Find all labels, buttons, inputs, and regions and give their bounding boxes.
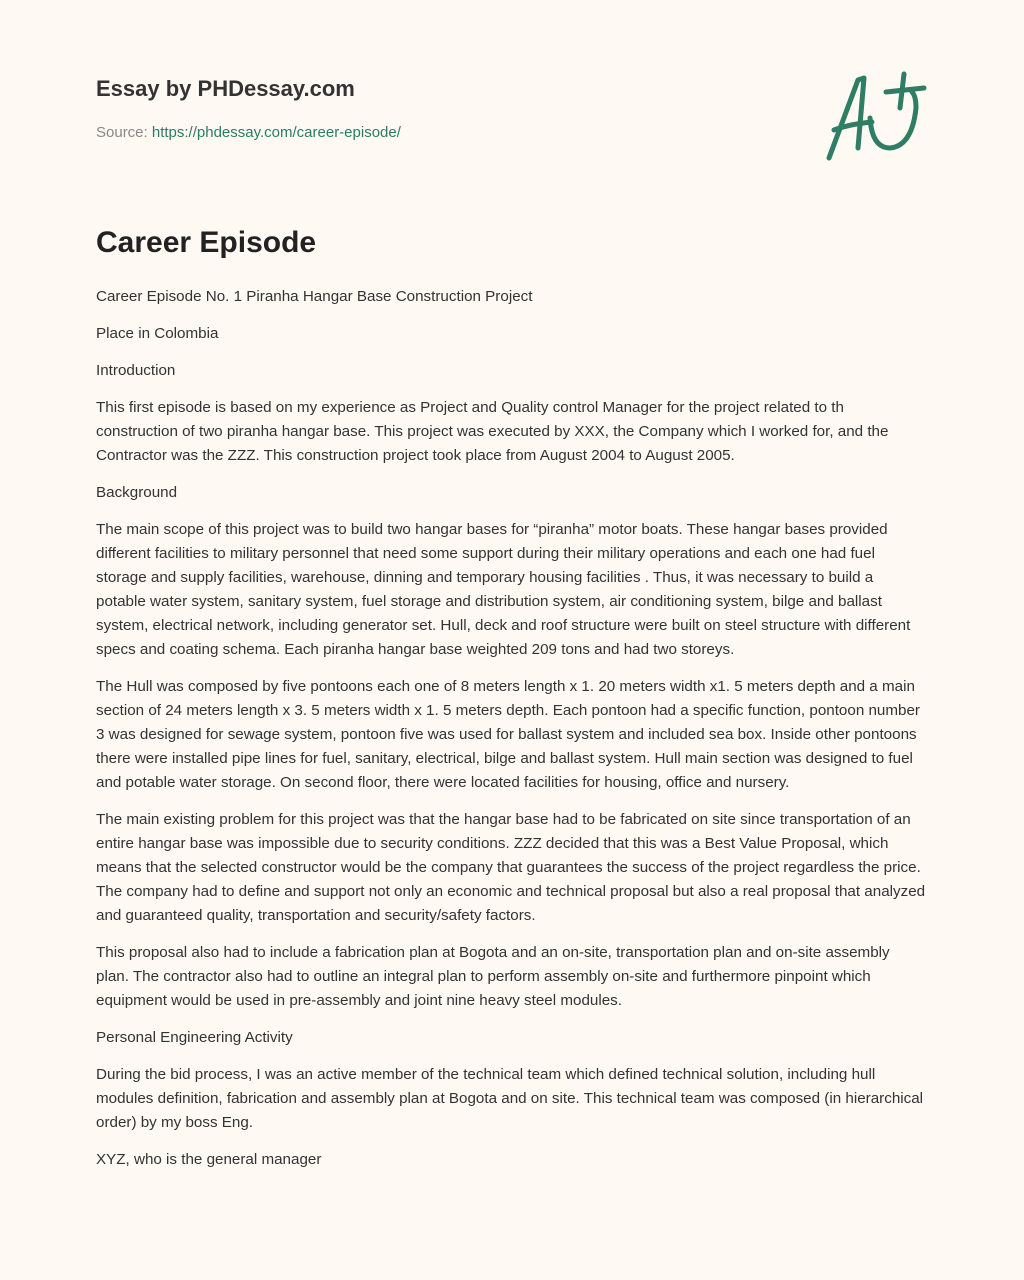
paragraph: The main scope of this project was to build two hangar bases for “piranha” motor boats. These hangar bases provided different facilities to military personnel that need some support during their military operations and each one had fuel storage and supply facilities, warehouse, dinning and temporary housing facilities . Thus, it was necessary to build a potable water system, sanitary system, fuel storage and distribution system, air conditioning system, bilge and ballast system, electrical network, including generator set. Hull, deck and roof structure were built on steel structure with different specs and coating schema. Each piranha hangar base weighted 209 tons and had two storeys.	[96, 521, 911, 658]
section-heading: Personal Engineering Activity	[96, 1029, 293, 1046]
paragraph: During the bid process, I was an active member of the technical team which defined technical solution, including hull modules definition, fabrication and assembly plan at Bogota and on site. This technical team was composed (in hierarchical order) by my boss Eng.	[96, 1066, 924, 1131]
source-line	[96, 124, 401, 141]
paragraph: The Hull was composed by five pontoons each one of 8 meters length x 1. 20 meters width x1. 5 meters depth and a main section of 24 meters length x 3. 5 meters width x 1. 5 meters depth. Each pontoon had a specific function, pontoon number 3 was designed for sewage system, pontoon five was used for ballast system and included sea box. Inside other pontoons there were installed pipe lines for fuel, sanitary, electrical, bilge and ballast system. Hull main section was designed to fuel and potable water storage. On second floor, there were located facilities for housing, office and nursery.	[96, 678, 920, 791]
paragraph: Place in Colombia	[96, 325, 219, 342]
paragraph: The main existing problem for this project was that the hangar base had to be fabricated on site since transportation of an entire hangar base was impossible due to security conditions. ZZZ decided that this was a Best Value Proposal, which means that the selected constructor would be the company that guarantees the success of the project regardless the price. The company had to define and support not only an economic and technical proposal but also a real proposal that analyzed and guaranteed quality, transportation and security/safety factors.	[96, 811, 926, 924]
site-title: Essay by PHDessay.com	[96, 76, 355, 101]
paragraph: XYZ, who is the general manager	[96, 1151, 322, 1168]
source-link[interactable]: https://phdessay.com/career-episode/	[151, 124, 401, 141]
article-body	[96, 285, 926, 1185]
source-label: Source:	[96, 124, 148, 141]
article-title: Career Episode	[96, 226, 317, 259]
section-heading: Background	[96, 484, 178, 501]
paragraph: This first episode is based on my experience as Project and Quality control Manager for the project related to th construction of two piranha hangar base. This project was executed by XXX, the Company which I worked for, and the Contractor was the ZZZ. This construction project took place from August 2004 to August 2005.	[96, 399, 889, 464]
section-heading: Introduction	[96, 362, 176, 379]
paragraph: Career Episode No. 1 Piranha Hangar Base Construction Project	[96, 288, 533, 305]
a-plus-logo-icon	[820, 68, 930, 164]
paragraph: This proposal also had to include a fabrication plan at Bogota and an on-site, transportation plan and on-site assembly plan. The contractor also had to outline an integral plan to perform assembly on-site and furthermore pinpoint which equipment would be used in pre-assembly and joint nine heavy steel modules.	[96, 944, 890, 1009]
